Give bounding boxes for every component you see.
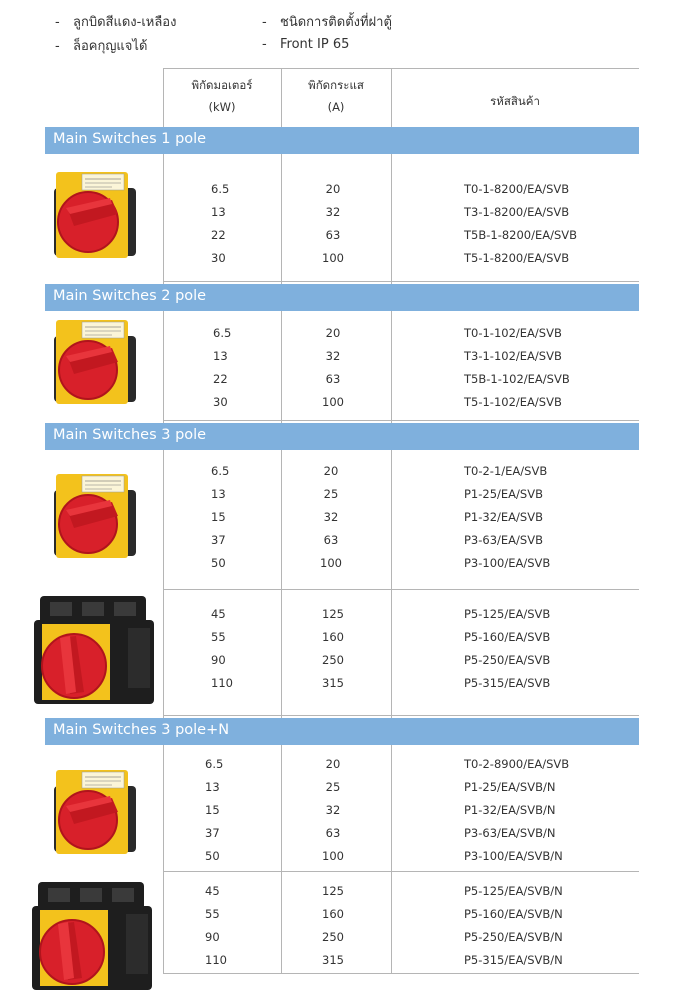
product-code: P5-315/EA/SVB/N <box>464 953 563 967</box>
current-value: 32 <box>325 803 341 817</box>
kw-value: 37 <box>205 826 220 840</box>
product-code: P1-32/EA/SVB/N <box>464 803 556 817</box>
large-switch-product-image <box>32 596 156 706</box>
current-value: 63 <box>323 533 339 547</box>
current-value: 32 <box>325 205 341 219</box>
kw-value: 45 <box>211 607 226 621</box>
column-divider <box>391 68 392 973</box>
row-separator <box>163 281 639 282</box>
feature-item: - Front IP 65 <box>262 37 350 52</box>
section-band-3-pole: Main Switches 3 pole <box>45 423 639 450</box>
row-separator <box>163 715 639 716</box>
kw-value: 6.5 <box>213 326 232 340</box>
product-code: P3-63/EA/SVB/N <box>464 826 556 840</box>
table-top-border <box>163 68 639 69</box>
large-switch-product-image <box>30 882 154 992</box>
product-code: T5B-1-102/EA/SVB <box>464 372 570 386</box>
current-value: 32 <box>323 510 339 524</box>
kw-value: 30 <box>211 251 226 265</box>
table-bottom-border <box>163 973 639 974</box>
product-code: P1-25/EA/SVB/N <box>464 780 556 794</box>
kw-value: 22 <box>213 372 228 386</box>
product-code: P5-315/EA/SVB <box>464 676 551 690</box>
current-value: 100 <box>322 251 344 265</box>
product-code: T0-2-1/EA/SVB <box>464 464 548 478</box>
product-code: T0-1-102/EA/SVB <box>464 326 562 340</box>
switch-product-image <box>52 170 138 265</box>
product-code: T0-2-8900/EA/SVB <box>464 757 570 771</box>
header-current-rating: พิกัดกระแส (A) <box>308 78 364 114</box>
kw-value: 13 <box>205 780 220 794</box>
current-value: 63 <box>325 826 341 840</box>
section-band-1-pole: Main Switches 1 pole <box>45 127 639 154</box>
product-code: P3-63/EA/SVB <box>464 533 543 547</box>
column-divider <box>163 68 164 973</box>
current-value: 125 <box>322 607 344 621</box>
feature-item: - ชนิดการติดตั้งที่ฝาตู้ <box>262 15 392 30</box>
product-code: P5-160/EA/SVB <box>464 630 551 644</box>
product-code: P5-125/EA/SVB <box>464 607 551 621</box>
kw-value: 30 <box>213 395 228 409</box>
feature-item: - ลูกบิดสีแดง-เหลือง <box>55 15 177 30</box>
current-value: 63 <box>325 228 341 242</box>
kw-value: 6.5 <box>205 757 224 771</box>
switch-product-image <box>52 472 138 564</box>
kw-value: 90 <box>211 653 226 667</box>
current-value: 20 <box>325 182 341 196</box>
section-band-2-pole: Main Switches 2 pole <box>45 284 639 311</box>
product-code: P5-250/EA/SVB/N <box>464 930 563 944</box>
kw-value: 13 <box>211 487 226 501</box>
row-separator <box>163 589 639 590</box>
current-value: 160 <box>322 907 344 921</box>
switch-product-image <box>52 318 138 410</box>
current-value: 160 <box>322 630 344 644</box>
current-value: 315 <box>322 953 344 967</box>
product-code: T5-1-102/EA/SVB <box>464 395 562 409</box>
current-value: 315 <box>322 676 344 690</box>
product-code: T5-1-8200/EA/SVB <box>464 251 570 265</box>
product-code: P5-125/EA/SVB/N <box>464 884 563 898</box>
current-value: 20 <box>325 326 341 340</box>
kw-value: 45 <box>205 884 220 898</box>
product-code: P1-25/EA/SVB <box>464 487 543 501</box>
product-code: P5-250/EA/SVB <box>464 653 551 667</box>
current-value: 100 <box>322 849 344 863</box>
current-value: 250 <box>322 930 344 944</box>
product-code: T5B-1-8200/EA/SVB <box>464 228 578 242</box>
kw-value: 90 <box>205 930 220 944</box>
kw-value: 50 <box>205 849 220 863</box>
kw-value: 55 <box>205 907 220 921</box>
product-code: P3-100/EA/SVB/N <box>464 849 563 863</box>
kw-value: 110 <box>205 953 227 967</box>
kw-value: 13 <box>211 205 226 219</box>
header-motor-rating: พิกัดมอเตอร์ (kW) <box>191 78 253 114</box>
current-value: 125 <box>322 884 344 898</box>
product-code: P5-160/EA/SVB/N <box>464 907 563 921</box>
product-code: T0-1-8200/EA/SVB <box>464 182 570 196</box>
kw-value: 37 <box>211 533 226 547</box>
product-code: T3-1-102/EA/SVB <box>464 349 562 363</box>
kw-value: 22 <box>211 228 226 242</box>
switch-product-image <box>52 768 138 860</box>
column-divider <box>281 68 282 973</box>
section-band-3-pole-n: Main Switches 3 pole+N <box>45 718 639 745</box>
feature-item: - ล็อคกุญแจได้ <box>55 39 148 54</box>
kw-value: 110 <box>211 676 233 690</box>
kw-value: 6.5 <box>211 182 230 196</box>
kw-value: 13 <box>213 349 228 363</box>
current-value: 25 <box>323 487 339 501</box>
kw-value: 15 <box>205 803 220 817</box>
current-value: 250 <box>322 653 344 667</box>
kw-value: 6.5 <box>211 464 230 478</box>
kw-value: 50 <box>211 556 226 570</box>
current-value: 63 <box>325 372 341 386</box>
row-separator <box>163 871 639 872</box>
current-value: 25 <box>325 780 341 794</box>
product-code: P3-100/EA/SVB <box>464 556 551 570</box>
current-value: 20 <box>325 757 341 771</box>
product-code: T3-1-8200/EA/SVB <box>464 205 570 219</box>
current-value: 32 <box>325 349 341 363</box>
current-value: 20 <box>323 464 339 478</box>
header-product-code: รหัสสินค้า <box>490 94 540 108</box>
current-value: 100 <box>320 556 342 570</box>
kw-value: 15 <box>211 510 226 524</box>
kw-value: 55 <box>211 630 226 644</box>
current-value: 100 <box>322 395 344 409</box>
product-code: P1-32/EA/SVB <box>464 510 543 524</box>
row-separator <box>163 420 639 421</box>
